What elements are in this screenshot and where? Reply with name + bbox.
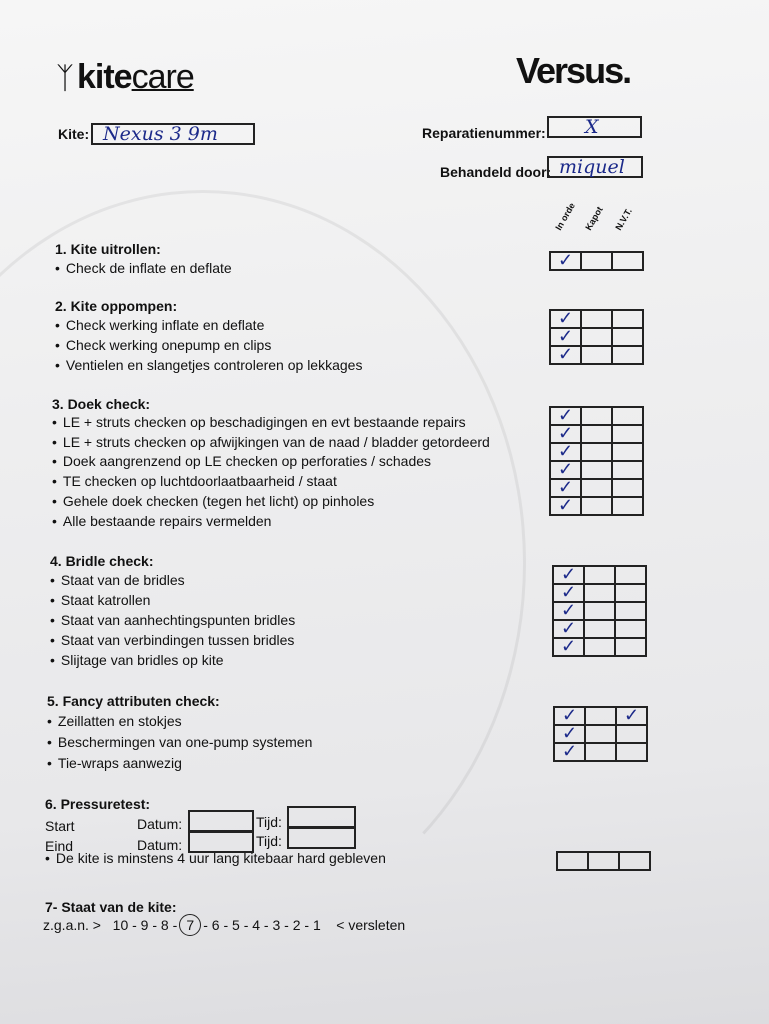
repair-number-value: X xyxy=(585,116,599,138)
pressure-check-grid[interactable] xyxy=(556,851,651,871)
check-cell[interactable] xyxy=(615,566,646,584)
check-cell[interactable] xyxy=(615,620,646,638)
check-cell[interactable]: ✓ xyxy=(554,707,585,725)
state-scale xyxy=(43,914,405,936)
start-date-label: Datum: xyxy=(137,816,183,832)
state-scale-after: - 6 - 5 - 4 - 3 - 2 - 1 xyxy=(203,917,321,933)
check-cell[interactable] xyxy=(612,407,643,425)
check-cell[interactable]: ✓ xyxy=(553,602,584,620)
check-cell[interactable] xyxy=(612,425,643,443)
section-3-item: • TE checken op luchtdoorlaatbaarheid / staat xyxy=(52,473,337,490)
column-header-na: N.V.T. xyxy=(613,206,634,232)
check-cell[interactable] xyxy=(612,252,643,270)
check-cell[interactable]: ✓ xyxy=(553,566,584,584)
kite-label: Kite: xyxy=(58,126,90,142)
section-2-item: • Check werking inflate en deflate xyxy=(55,317,265,333)
check-cell[interactable] xyxy=(584,602,615,620)
check-cell[interactable]: ✓ xyxy=(553,584,584,602)
section-3-item: • Alle bestaande repairs vermelden xyxy=(52,512,272,529)
kite-icon: ᛉ xyxy=(56,61,73,96)
section-2-item: • Check werking onepump en clips xyxy=(55,337,272,353)
check-cell[interactable] xyxy=(584,584,615,602)
bullet-icon: • xyxy=(50,592,55,608)
bullet-icon: • xyxy=(55,337,60,353)
bullet-icon: • xyxy=(55,260,60,276)
start-label: Start xyxy=(45,818,75,834)
bullet-icon: • xyxy=(47,734,52,750)
check-cell[interactable]: ✓ xyxy=(550,252,581,270)
check-cell[interactable] xyxy=(612,310,643,328)
check-cell[interactable]: ✓ xyxy=(550,407,581,425)
pressure-title: 6. Pressuretest: xyxy=(45,796,151,812)
check-cell[interactable] xyxy=(581,328,612,346)
bullet-icon: • xyxy=(50,572,55,588)
column-header-ok: In orde xyxy=(553,201,578,232)
check-cell[interactable] xyxy=(612,443,643,461)
section-4-item: • Staat katrollen xyxy=(50,592,151,608)
check-cell[interactable] xyxy=(581,497,612,515)
section-4-check-grid[interactable] xyxy=(552,565,647,657)
bullet-icon: • xyxy=(47,713,52,729)
check-cell[interactable]: ✓ xyxy=(550,328,581,346)
check-cell[interactable] xyxy=(585,725,616,743)
check-cell[interactable] xyxy=(581,346,612,364)
check-cell[interactable] xyxy=(584,620,615,638)
check-cell[interactable] xyxy=(615,584,646,602)
kite-value: Nexus 3 9m xyxy=(103,123,218,145)
check-cell[interactable] xyxy=(612,328,643,346)
bullet-icon: • xyxy=(55,317,60,333)
bullet-icon: • xyxy=(47,755,52,771)
section-5-item: • Zeillatten en stokjes xyxy=(47,713,182,729)
pressure-item: • De kite is minstens 4 uur lang kitebaar hard gebleven xyxy=(45,850,386,866)
bullet-icon: • xyxy=(52,512,57,529)
bullet-icon: • xyxy=(55,357,60,373)
check-cell[interactable]: ✓ xyxy=(553,620,584,638)
section-5-item: • Beschermingen van one-pump systemen xyxy=(47,734,313,750)
section-4-item: • Slijtage van bridles op kite xyxy=(50,652,224,668)
check-cell[interactable] xyxy=(612,346,643,364)
treated-by-field[interactable] xyxy=(547,156,643,178)
section-2-check-grid[interactable] xyxy=(549,309,644,365)
check-cell[interactable] xyxy=(581,407,612,425)
section-3-item: • LE + struts checken op beschadigingen en evt bestaande repairs xyxy=(52,414,466,430)
check-cell[interactable] xyxy=(581,443,612,461)
section-3-title: 3. Doek check: xyxy=(52,396,151,412)
section-1-item: • Check de inflate en deflate xyxy=(55,260,232,276)
state-worn-label: < versleten xyxy=(336,917,406,933)
end-time-label: Tijd: xyxy=(256,833,282,849)
section-4-title: 4. Bridle check: xyxy=(50,553,154,569)
end-date-label: Datum: xyxy=(137,837,183,853)
section-2-title: 2. Kite oppompen: xyxy=(55,298,178,314)
column-header-broken: Kapot xyxy=(583,204,605,232)
check-cell[interactable] xyxy=(585,743,616,761)
check-cell[interactable]: ✓ xyxy=(550,346,581,364)
check-cell[interactable]: ✓ xyxy=(550,479,581,497)
end-label: Eind xyxy=(45,838,74,854)
section-2-item: • Ventielen en slangetjes controleren op lekkages xyxy=(55,357,363,373)
section-1-title: 1. Kite uitrollen: xyxy=(55,241,161,257)
section-4-item: • Staat van aanhechtingspunten bridles xyxy=(50,612,296,628)
section-5-item: • Tie-wraps aanwezig xyxy=(47,755,182,771)
section-5-check-grid[interactable] xyxy=(553,706,648,762)
check-cell[interactable] xyxy=(581,425,612,443)
check-cell[interactable]: ✓ xyxy=(550,497,581,515)
kite-field[interactable] xyxy=(91,123,255,145)
bullet-icon: • xyxy=(52,473,57,490)
start-time-label: Tijd: xyxy=(256,814,282,830)
end-time-field[interactable] xyxy=(287,827,356,849)
check-cell[interactable] xyxy=(612,461,643,479)
section-4-item: • Staat van verbindingen tussen bridles xyxy=(50,632,295,648)
check-cell[interactable] xyxy=(581,310,612,328)
check-cell[interactable]: ✓ xyxy=(550,310,581,328)
check-cell[interactable]: ✓ xyxy=(554,743,585,761)
check-cell[interactable]: ✓ xyxy=(554,725,585,743)
bullet-icon: • xyxy=(50,632,55,648)
check-cell[interactable] xyxy=(585,707,616,725)
section-3-item: • Gehele doek checken (tegen het licht) op pinholes xyxy=(52,492,375,509)
check-cell[interactable]: ✓ xyxy=(553,638,584,656)
repair-number-field[interactable] xyxy=(547,116,642,138)
check-cell[interactable] xyxy=(616,725,647,743)
bullet-icon: • xyxy=(50,652,55,668)
section-4-item: • Staat van de bridles xyxy=(50,572,185,588)
versus-logo: Versus. xyxy=(516,50,631,91)
check-cell[interactable] xyxy=(584,638,615,656)
repair-number-label: Reparatienummer: xyxy=(422,125,546,141)
state-title: 7- Staat van de kite: xyxy=(45,899,177,915)
check-cell[interactable]: ✓ xyxy=(550,425,581,443)
start-time-field[interactable] xyxy=(287,806,356,828)
check-cell[interactable]: ✓ xyxy=(550,461,581,479)
bullet-icon: • xyxy=(52,492,57,509)
check-cell[interactable] xyxy=(612,497,643,515)
bullet-icon: • xyxy=(52,453,57,470)
treated-by-value: miquel xyxy=(559,156,625,178)
section-1-check-grid[interactable] xyxy=(549,251,644,271)
section-3-item: • LE + struts checken op afwijkingen van de naad / bladder getordeerd xyxy=(52,433,490,450)
check-cell[interactable] xyxy=(581,479,612,497)
section-3-item: • Doek aangrenzend op LE checken op perforaties / schades xyxy=(52,453,432,470)
check-cell[interactable]: ✓ xyxy=(550,443,581,461)
treated-by-label: Behandeld door: xyxy=(440,164,552,180)
bullet-icon: • xyxy=(52,414,57,430)
check-cell[interactable] xyxy=(581,252,612,270)
check-cell[interactable] xyxy=(584,566,615,584)
check-cell[interactable] xyxy=(615,602,646,620)
bullet-icon: • xyxy=(52,433,57,450)
state-scale-before: 10 - 9 - 8 - xyxy=(112,917,178,933)
state-circled-value[interactable]: 7 xyxy=(179,914,201,936)
check-cell[interactable] xyxy=(612,479,643,497)
bullet-icon: • xyxy=(50,612,55,628)
check-cell[interactable] xyxy=(615,638,646,656)
check-cell[interactable] xyxy=(616,743,647,761)
start-date-field[interactable] xyxy=(188,810,254,832)
check-cell[interactable]: ✓ xyxy=(616,707,647,725)
section-3-check-grid[interactable] xyxy=(549,406,644,516)
section-5-title: 5. Fancy attributen check: xyxy=(47,693,220,709)
kitecare-logo: ᛉ kitecare xyxy=(56,58,194,96)
state-new-label: z.g.a.n. > xyxy=(43,917,101,933)
check-cell[interactable] xyxy=(581,461,612,479)
